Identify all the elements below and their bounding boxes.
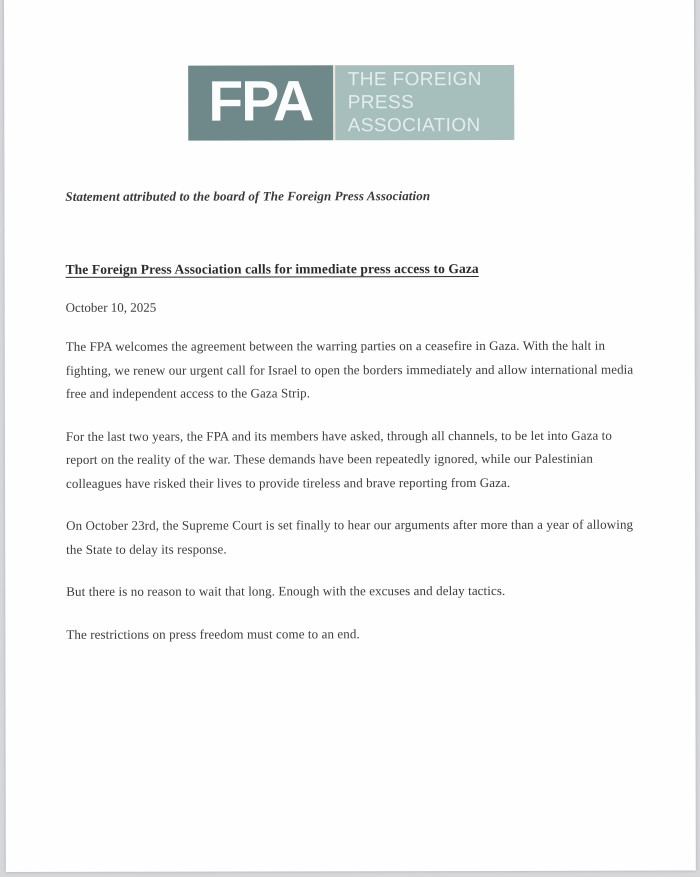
statement-attribution: Statement attributed to the board of The Foreign Press Association — [65, 188, 431, 204]
fpa-logo-name-line1: THE FOREIGN PRESS — [347, 68, 482, 114]
paragraph-supreme-court: On October 23rd, the Supreme Court is set finally to hear our arguments after more than a year of allowing the State to delay its response. — [66, 516, 634, 557]
fpa-logo-name-line2: ASSOCIATION — [347, 115, 481, 137]
paragraph-no-reason-to-wait: But there is no reason to wait that long. Enough with the excuses and delay tactics. — [66, 582, 506, 599]
paragraph-two-years-demands: For the last two years, the FPA and its members have asked, through all channels, to be let into Gaza to report on the reality of the war. These demands have been repeatedly ignored, while our Palestinian colleagues have risked their lives to provide tireless and brave reporting from Gaza. — [65, 427, 612, 491]
document-page — [4, 0, 696, 872]
fpa-logo-abbr-block: FPA — [188, 65, 333, 140]
fpa-logo-name-block — [335, 65, 514, 140]
paragraph-restrictions-end: The restrictions on press freedom must come to an end. — [66, 625, 360, 642]
paragraph-ceasefire-call: The FPA welcomes the agreement between the warring parties on a ceasefire in Gaza. With the halt in fighting, we renew our urgent call for Israel to open the borders immediately and allow international media free and independent access to the Gaza Strip. — [65, 337, 634, 401]
fpa-logo — [188, 65, 514, 141]
statement-date: October 10, 2025 — [65, 299, 157, 315]
document-content — [4, 65, 695, 646]
statement-headline: The Foreign Press Association calls for immediate press access to Gaza — [65, 261, 479, 277]
